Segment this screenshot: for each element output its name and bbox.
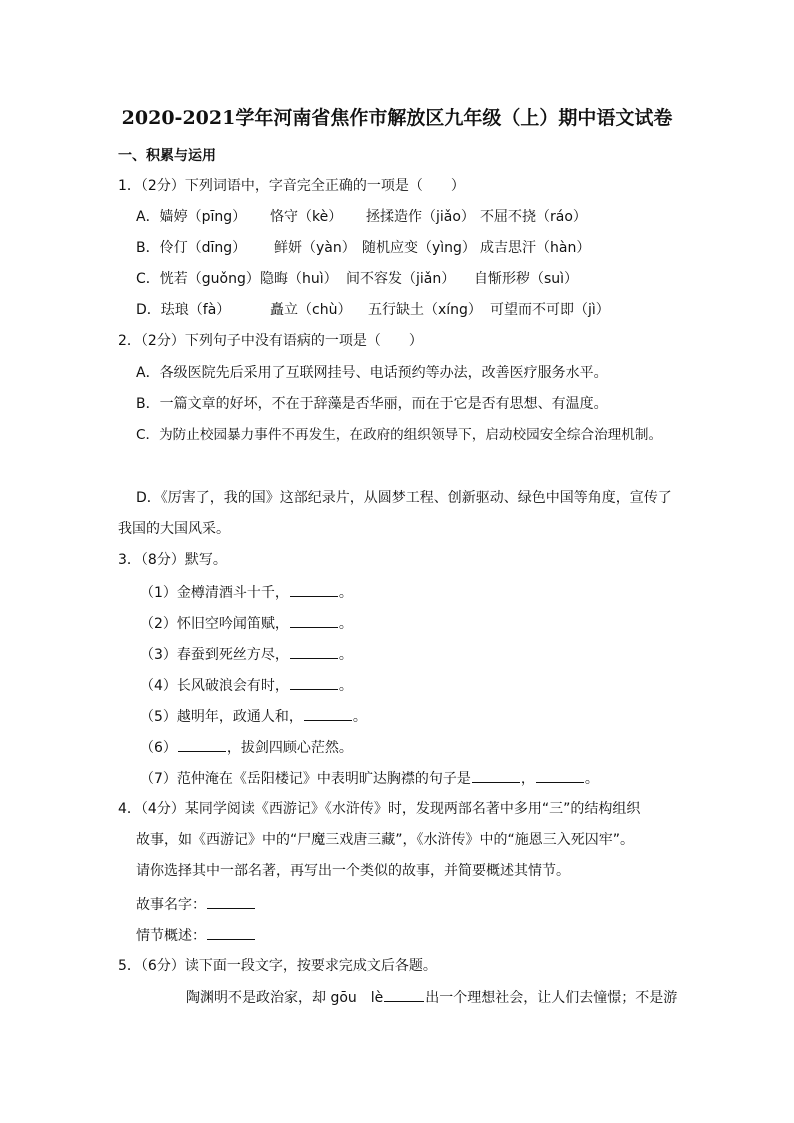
- q3-stem: 3．（8分）默写。: [118, 552, 227, 568]
- plot-summary-blank[interactable]: [207, 925, 255, 940]
- q5-passage-start: 陶渊明不是政治家，却 gōu lè: [186, 990, 384, 1006]
- q3-item-7-text: （7）范仲淹在《岳阳楼记》中表明旷达胸襟的句子是: [140, 771, 471, 787]
- q1-c-4: 自惭形秽（suì）: [474, 271, 579, 287]
- q1-c-2: 隐晦（huì）: [260, 271, 338, 287]
- q3-item-2-end: 。: [338, 616, 353, 632]
- q1-d-3: 五行缺土（xíng）: [368, 302, 482, 318]
- q1-b-4: 成吉思汗（hàn）: [480, 240, 591, 256]
- story-name-label: 故事名字：: [136, 897, 206, 913]
- q4-plot-summary: [136, 925, 256, 946]
- q2-option-b: B．一篇文章的好坏，不在于辞藻是否华丽，而在于它是否有思想、有温度。: [136, 396, 608, 412]
- q3-item-6: [140, 737, 353, 758]
- q1-d-2: 矗立（chù）: [270, 302, 352, 318]
- q3-item-3-end: 。: [338, 647, 353, 663]
- q1-d-1: D．珐琅（fà）: [136, 302, 231, 318]
- q1-b-1: B．伶仃（dīng）: [136, 240, 247, 256]
- answer-blank[interactable]: [472, 768, 520, 783]
- q1-a-4: 不屈不挠（ráo）: [480, 209, 587, 225]
- q4-line-3: 请你选择其中一部名著，再写出一个类似的故事，并简要概述其情节。: [136, 863, 570, 879]
- answer-blank[interactable]: [178, 737, 226, 752]
- q2-stem: 2．（2分）下列句子中没有语病的一项是（ ）: [118, 333, 423, 349]
- q1-d-4: 可望而不可即（jì）: [490, 302, 610, 318]
- q3-item-1-end: 。: [338, 585, 353, 601]
- answer-blank[interactable]: [536, 768, 584, 783]
- q3-item-5-end: 。: [352, 709, 367, 725]
- q3-item-7-sep: ，: [520, 771, 535, 787]
- answer-blank[interactable]: [290, 644, 338, 659]
- q4-story-name: [136, 894, 256, 915]
- q3-item-4: [140, 675, 353, 696]
- q2-option-a: A．各级医院先后采用了互联网挂号、电话预约等办法，改善医疗服务水平。: [136, 365, 608, 381]
- q5-passage-end: 出一个理想社会，让人们去憧憬；不是游: [425, 990, 678, 1006]
- q3-item-5: [140, 706, 367, 727]
- q2-option-c: C．为防止校园暴力事件不再发生，在政府的组织领导下，启动校园安全综合治理机制。: [136, 427, 663, 443]
- q3-item-1: [140, 582, 353, 603]
- q3-item-7-end: 。: [584, 771, 599, 787]
- q4-line-1: 4．（4分）某同学阅读《西游记》《水浒传》时，发现两部名著中多用“三”的结构组织: [118, 801, 641, 817]
- story-name-blank[interactable]: [207, 894, 255, 909]
- q4-line-2: 故事，如《西游记》中的“尸魔三戏唐三藏”，《水浒传》中的“施恩三入死囚牢”。: [136, 832, 635, 848]
- q3-item-1-text: （1）金樽清酒斗十千，: [140, 585, 289, 601]
- section-heading: 一、积累与运用: [118, 148, 216, 164]
- answer-blank[interactable]: [384, 987, 424, 1002]
- q5-stem: 5．（6分）读下面一段文字，按要求完成文后各题。: [118, 958, 437, 974]
- q3-item-3: [140, 644, 353, 665]
- q1-a-3: 拯揉造作（jiǎo）: [366, 209, 475, 225]
- q3-item-3-text: （3）春蚕到死丝方尽，: [140, 647, 289, 663]
- q3-item-7: [140, 768, 599, 789]
- q3-item-6-end: ，拔剑四顾心茫然。: [226, 740, 353, 756]
- q3-item-2: [140, 613, 353, 634]
- q1-a-1: A．嫱婷（pīng）: [136, 209, 247, 225]
- q3-item-6-text: （6）: [140, 740, 177, 756]
- plot-summary-label: 情节概述：: [136, 928, 206, 944]
- q1-stem: 1．（2分）下列词语中，字音完全正确的一项是（ ）: [118, 178, 465, 194]
- q2-option-d-line2: 我国的大国风采。: [118, 521, 230, 537]
- q1-c-1: C．恍若（guǒng）: [136, 271, 260, 287]
- answer-blank[interactable]: [290, 613, 338, 628]
- q1-a-2: 恪守（kè）: [270, 209, 343, 225]
- q1-c-3: 间不容发（jiǎn）: [346, 271, 456, 287]
- q5-passage: [186, 987, 677, 1008]
- answer-blank[interactable]: [290, 675, 338, 690]
- q3-item-4-text: （4）长风破浪会有时，: [140, 678, 289, 694]
- q1-b-3: 随机应变（yìng）: [362, 240, 476, 256]
- answer-blank[interactable]: [304, 706, 352, 721]
- q3-item-2-text: （2）怀旧空吟闻笛赋，: [140, 616, 289, 632]
- q3-item-5-text: （5）越明年，政通人和，: [140, 709, 303, 725]
- answer-blank[interactable]: [290, 582, 338, 597]
- q1-b-2: 鲜妍（yàn）: [274, 240, 356, 256]
- q2-option-d-line1: D．《厉害了，我的国》这部纪录片，从圆梦工程、创新驱动、绿色中国等角度，宣传了: [136, 490, 672, 506]
- q3-item-4-end: 。: [338, 678, 353, 694]
- page-title: 2020-2021学年河南省焦作市解放区九年级（上）期中语文试卷: [121, 107, 673, 129]
